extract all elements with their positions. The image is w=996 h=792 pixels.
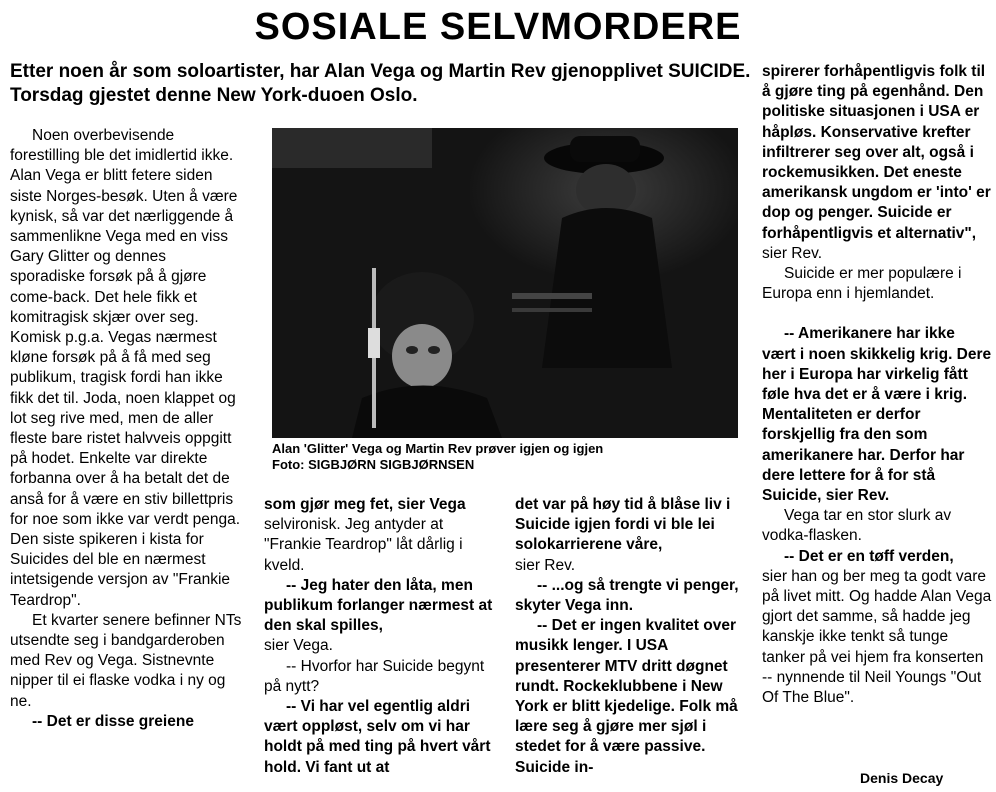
paragraph: sier han og ber meg ta godt vare på livet mitt. Og hadde Alan Vega gjort det samme, så hadde jeg kanskje ikke tenkt så tunge tanker på vei hjem fra konserten -- nynnende til Neil Youngs "Out Of The Blue". (762, 567, 992, 707)
paragraph: sier Rev. (762, 244, 823, 262)
paragraph: Suicide er mer populære i Europa enn i hjemlandet. (762, 265, 962, 303)
paragraph: Et kvarter senere befinner NTs utsendte seg i bandgarderoben med Rev og Vega. Sistnevnte nipper til ei flaske vodka i ny og ne. (10, 611, 242, 710)
byline: Denis Decay (860, 770, 944, 786)
photo-credit: Foto: SIGBJØRN SIGBJØRNSEN (272, 457, 475, 472)
paragraph: sier Vega. (264, 637, 333, 655)
paragraph: sier Rev. (515, 556, 576, 574)
paragraph: Noen overbevisende forestilling ble det imidlertid ikke. Alan Vega er blitt fetere siden siste Norges-besøk. Uten å være kynisk, så var det nærliggende å sammenlikne Vega med en viss Gary Glitter og dennes sporadiske forsøk på å gjøre come-back. Det hele fikk et komitragisk skjær over seg. Komisk p.g.a. Vegas nærmest kløne forsøk på å få med seg publikum, tragisk fordi han ikke fikk det til. Joda, noen klappet og lot seg rive med, men de aller fleste bare ristet halvveis oppgitt på hodet. Enkelte var direkte forbanna over å ha betalt det de anså for å være en stiv billettpris for noe som ikke var verdt penga. Den siste spikeren i kista for Suicides del ble en nærmest intetsigende versjon av "Frankie Teardrop". (10, 127, 241, 609)
lead-paragraph: Etter noen år som soloartister, har Alan Vega og Martin Rev gjenopplivet SUICIDE. Torsdag gjestet denne New York-duoen Oslo. (10, 61, 751, 106)
quote-paragraph: -- Jeg hater den låta, men publikum forlanger nærmest at den skal spilles, (264, 576, 493, 635)
question-paragraph: -- Hvorfor har Suicide begynt på nytt? (264, 657, 485, 695)
quote-paragraph: -- Amerikanere har ikke vært i noen skikkelig krig. Dere her i Europa har virkelig fått føle hva det er å være i krig. Mentaliteten er derfor forskjellig fra den som amerikanere har. Derfor har dere lettere for å for stå Suicide, sier Rev. (762, 325, 992, 505)
quote-paragraph: spirerer forhåpentligvis folk til å gjøre ting på egenhånd. Den politiske situasjonen i USA er håpløs. Konservative krefter infiltrerer seg over alt, også i rockemusikken. Det eneste amerikansk ungdom er 'into' er dop og penger. Suicide er forhåpentligvis et alternativ", (762, 63, 991, 242)
column-4 (762, 62, 992, 708)
photo-image (272, 128, 738, 438)
headline: SOSIALE SELVMORDERE (254, 6, 742, 48)
paragraph: som gjør meg fet, sier Vega (264, 496, 466, 513)
paragraph: selvironisk. Jeg antyder at "Frankie Teardrop" låt dårlig i kveld. (264, 516, 463, 574)
column-2 (264, 495, 502, 778)
quote-paragraph: -- Det er ingen kvalitet over musikk lenger. I USA presenterer MTV dritt døgnet rundt. Rockeklubbene i New York er blitt kjedelige. Folk må lære seg å gjøre mer sjøl i stedet for å være passive. Suicide in- (515, 617, 738, 776)
column-1 (10, 126, 242, 732)
column-3 (515, 495, 755, 778)
quote-paragraph: det var på høy tid å blåse liv i Suicide igjen fordi vi ble lei solokarrierene våre, (515, 496, 731, 554)
quote-paragraph: -- ...og så trengte vi penger, skyter Vega inn. (515, 576, 739, 615)
article-photo (272, 128, 738, 438)
photo-caption (272, 441, 752, 473)
paragraph: Vega tar en stor slurk av vodka-flasken. (762, 507, 952, 545)
caption-text: Alan 'Glitter' Vega og Martin Rev prøver igjen og igjen (272, 441, 604, 456)
quote-paragraph: -- Det er disse greiene (32, 712, 194, 730)
quote-paragraph: -- Vi har vel egentlig aldri vært oppløst, selv om vi har holdt på med ting på hvert vårt hold. Vi fant ut at (264, 698, 491, 776)
quote-paragraph: -- Det er en tøff verden, (784, 547, 954, 565)
